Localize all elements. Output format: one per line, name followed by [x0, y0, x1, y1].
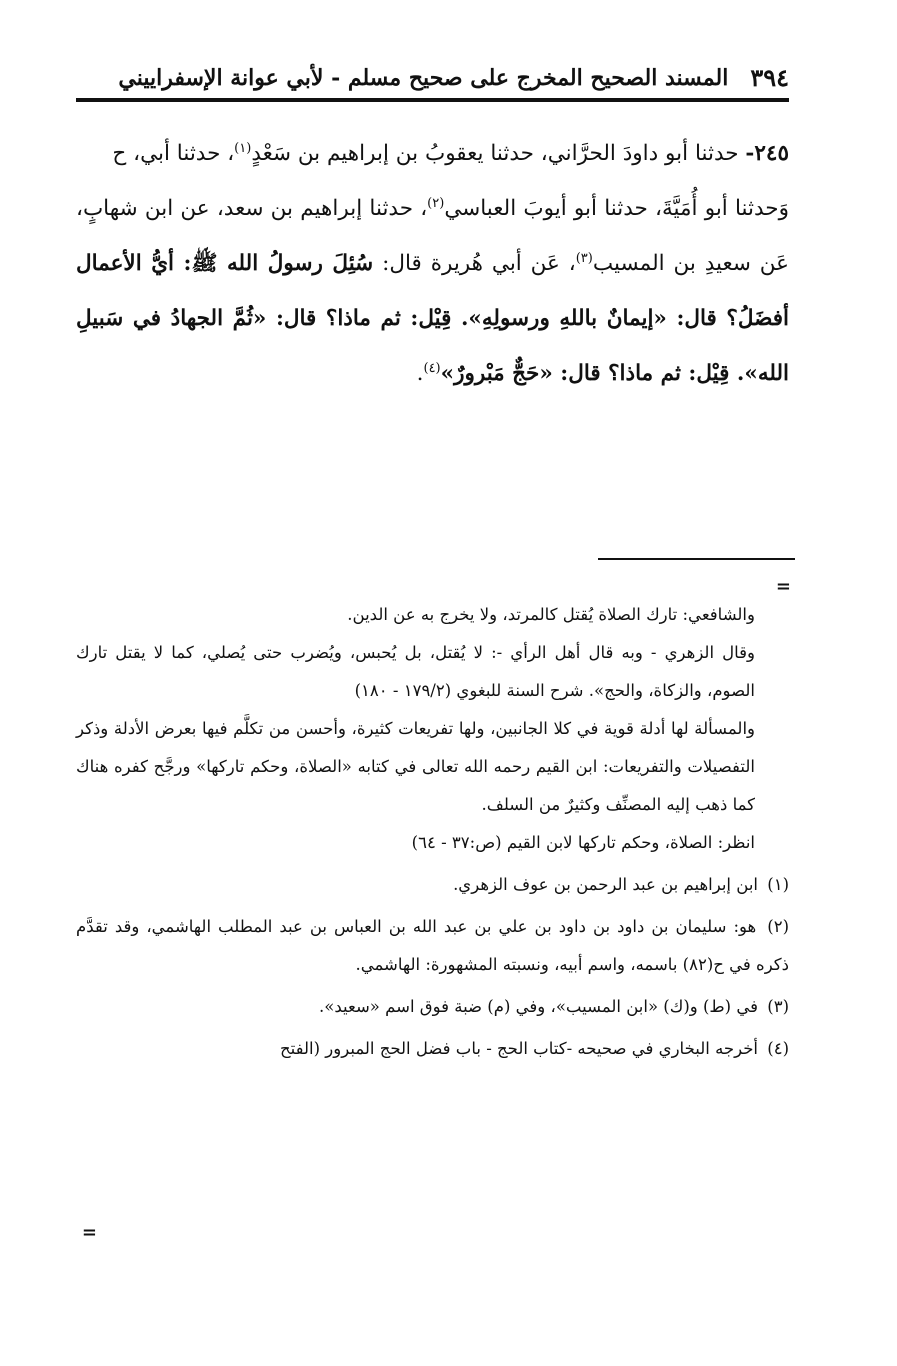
matn-text: سُئِلَ رسولُ الله ﷺ: أيُّ الأعمال أفضَلُ؟ قال: «إيمانٌ باللهِ ورسولِهِ». قِيْل: ثم ماذا؟ قال: «ثُمَّ الجهادُ في سَبيلِ الله». قِيْل: ثم ماذا؟ قال: «حَجٌّ مَبْرورٌ» — [76, 251, 789, 386]
continuation-paragraph: انظر: الصلاة، وحكم تاركها لابن القيم (ص:٣٧ - ٦٤) — [411, 833, 755, 852]
page-number: ٣٩٤ — [750, 63, 789, 92]
footnote-text: ابن إبراهيم بن عبد الرحمن بن عوف الزهري. — [453, 875, 758, 894]
footnote-number: (٢) — [767, 917, 790, 936]
continuation-paragraph: والمسألة لها أدلة قوية في كلا الجانبين، ولها تفريعات كثيرة، وأحسن من تكلَّم فيها بعرض الأدلة وذكر التفصيلات والتفريعات: ابن القيم رحمه الله تعالى في كتابه «الصلاة، وحكم تاركها» ورجَّح كفره هناك كما ذهب إليه المصنِّف وكثيرٌ من السلف. — [76, 719, 755, 814]
footnote-ref-2: (٢) — [427, 195, 445, 211]
hadith-number-dash: - — [745, 141, 755, 166]
hadith-paragraph-1 — [76, 126, 789, 181]
isnad-text-1a: حدثنا أبو داودَ الحرَّاني، حدثنا يعقوبُ بن إبراهيم بن سَعْدٍ — [251, 141, 739, 166]
footnote-2 — [76, 908, 789, 984]
footnote-continuation — [76, 596, 789, 862]
isnad-text-2a: وَحدثنا أبو أُمَيَّةَ، حدثنا أبو أيوبَ العباسي — [444, 196, 789, 221]
continuation-paragraph: وقال الزهري - وبه قال أهل الرأي -: لا يُقتل، بل يُحبس، ويُضرب حتى يُصلي، كما لا يقتل تارك الصوم، والزكاة، والحج». شرح السنة للبغوي (١٧٩/٢ - ١٨٠) — [76, 643, 755, 700]
isnad-text-2c: ، عَن أبي هُريرة قال: — [373, 251, 576, 276]
hadith-paragraph-2 — [76, 181, 789, 401]
footnote-ref-1: (١) — [234, 140, 252, 156]
hadith-body — [76, 126, 789, 401]
footnote-3 — [76, 988, 789, 1026]
footnote-list — [76, 866, 789, 1068]
footnote-number: (١) — [767, 875, 789, 894]
continuation-mark-top: = — [775, 576, 791, 597]
running-title: المسند الصحيح المخرج على صحيح مسلم - لأبي عوانة الإسفراييني — [118, 65, 729, 91]
footnote-ref-3: (٣) — [575, 250, 593, 266]
footnote-number: (٤) — [767, 1039, 789, 1058]
footnote-number: (٣) — [767, 997, 789, 1016]
final-period: . — [416, 361, 424, 386]
footnote-1 — [76, 866, 789, 904]
running-header — [76, 58, 789, 98]
isnad-text-1b: ، حدثنا أبي، ح — [112, 141, 235, 166]
isnad-text-2b: ، حدثنا إبراهيم بن سعد، عن ابن شهابٍ، عَن سعيدِ بن المسيب — [76, 196, 789, 276]
footnote-separator — [598, 558, 795, 560]
hadith-number: ٢٤٥ — [754, 141, 789, 166]
footnote-text: هو: سليمان بن داود بن داود بن علي بن عبد الله بن العباس بن عبد المطلب الهاشمي، وقد تقدَّم ذكره في ح(٨٢) باسمه، واسم أبيه، ونسبته المشهورة: الهاشمي. — [76, 917, 789, 974]
footnote-ref-4: (٤) — [423, 360, 441, 376]
header-rule — [76, 98, 789, 102]
footnote-text: في (ط) و(ك) «ابن المسيب»، وفي (م) ضبة فوق اسم «سعيد». — [319, 997, 758, 1016]
continuation-mark-bottom: = — [81, 1222, 97, 1243]
footnote-4 — [76, 1030, 789, 1068]
footnote-text: أخرجه البخاري في صحيحه -كتاب الحج - باب فضل الحج المبرور (الفتح — [280, 1039, 758, 1058]
continuation-paragraph: والشافعي: تارك الصلاة يُقتل كالمرتد، ولا يخرج به عن الدين. — [347, 605, 755, 624]
footnotes-area — [76, 596, 789, 1068]
